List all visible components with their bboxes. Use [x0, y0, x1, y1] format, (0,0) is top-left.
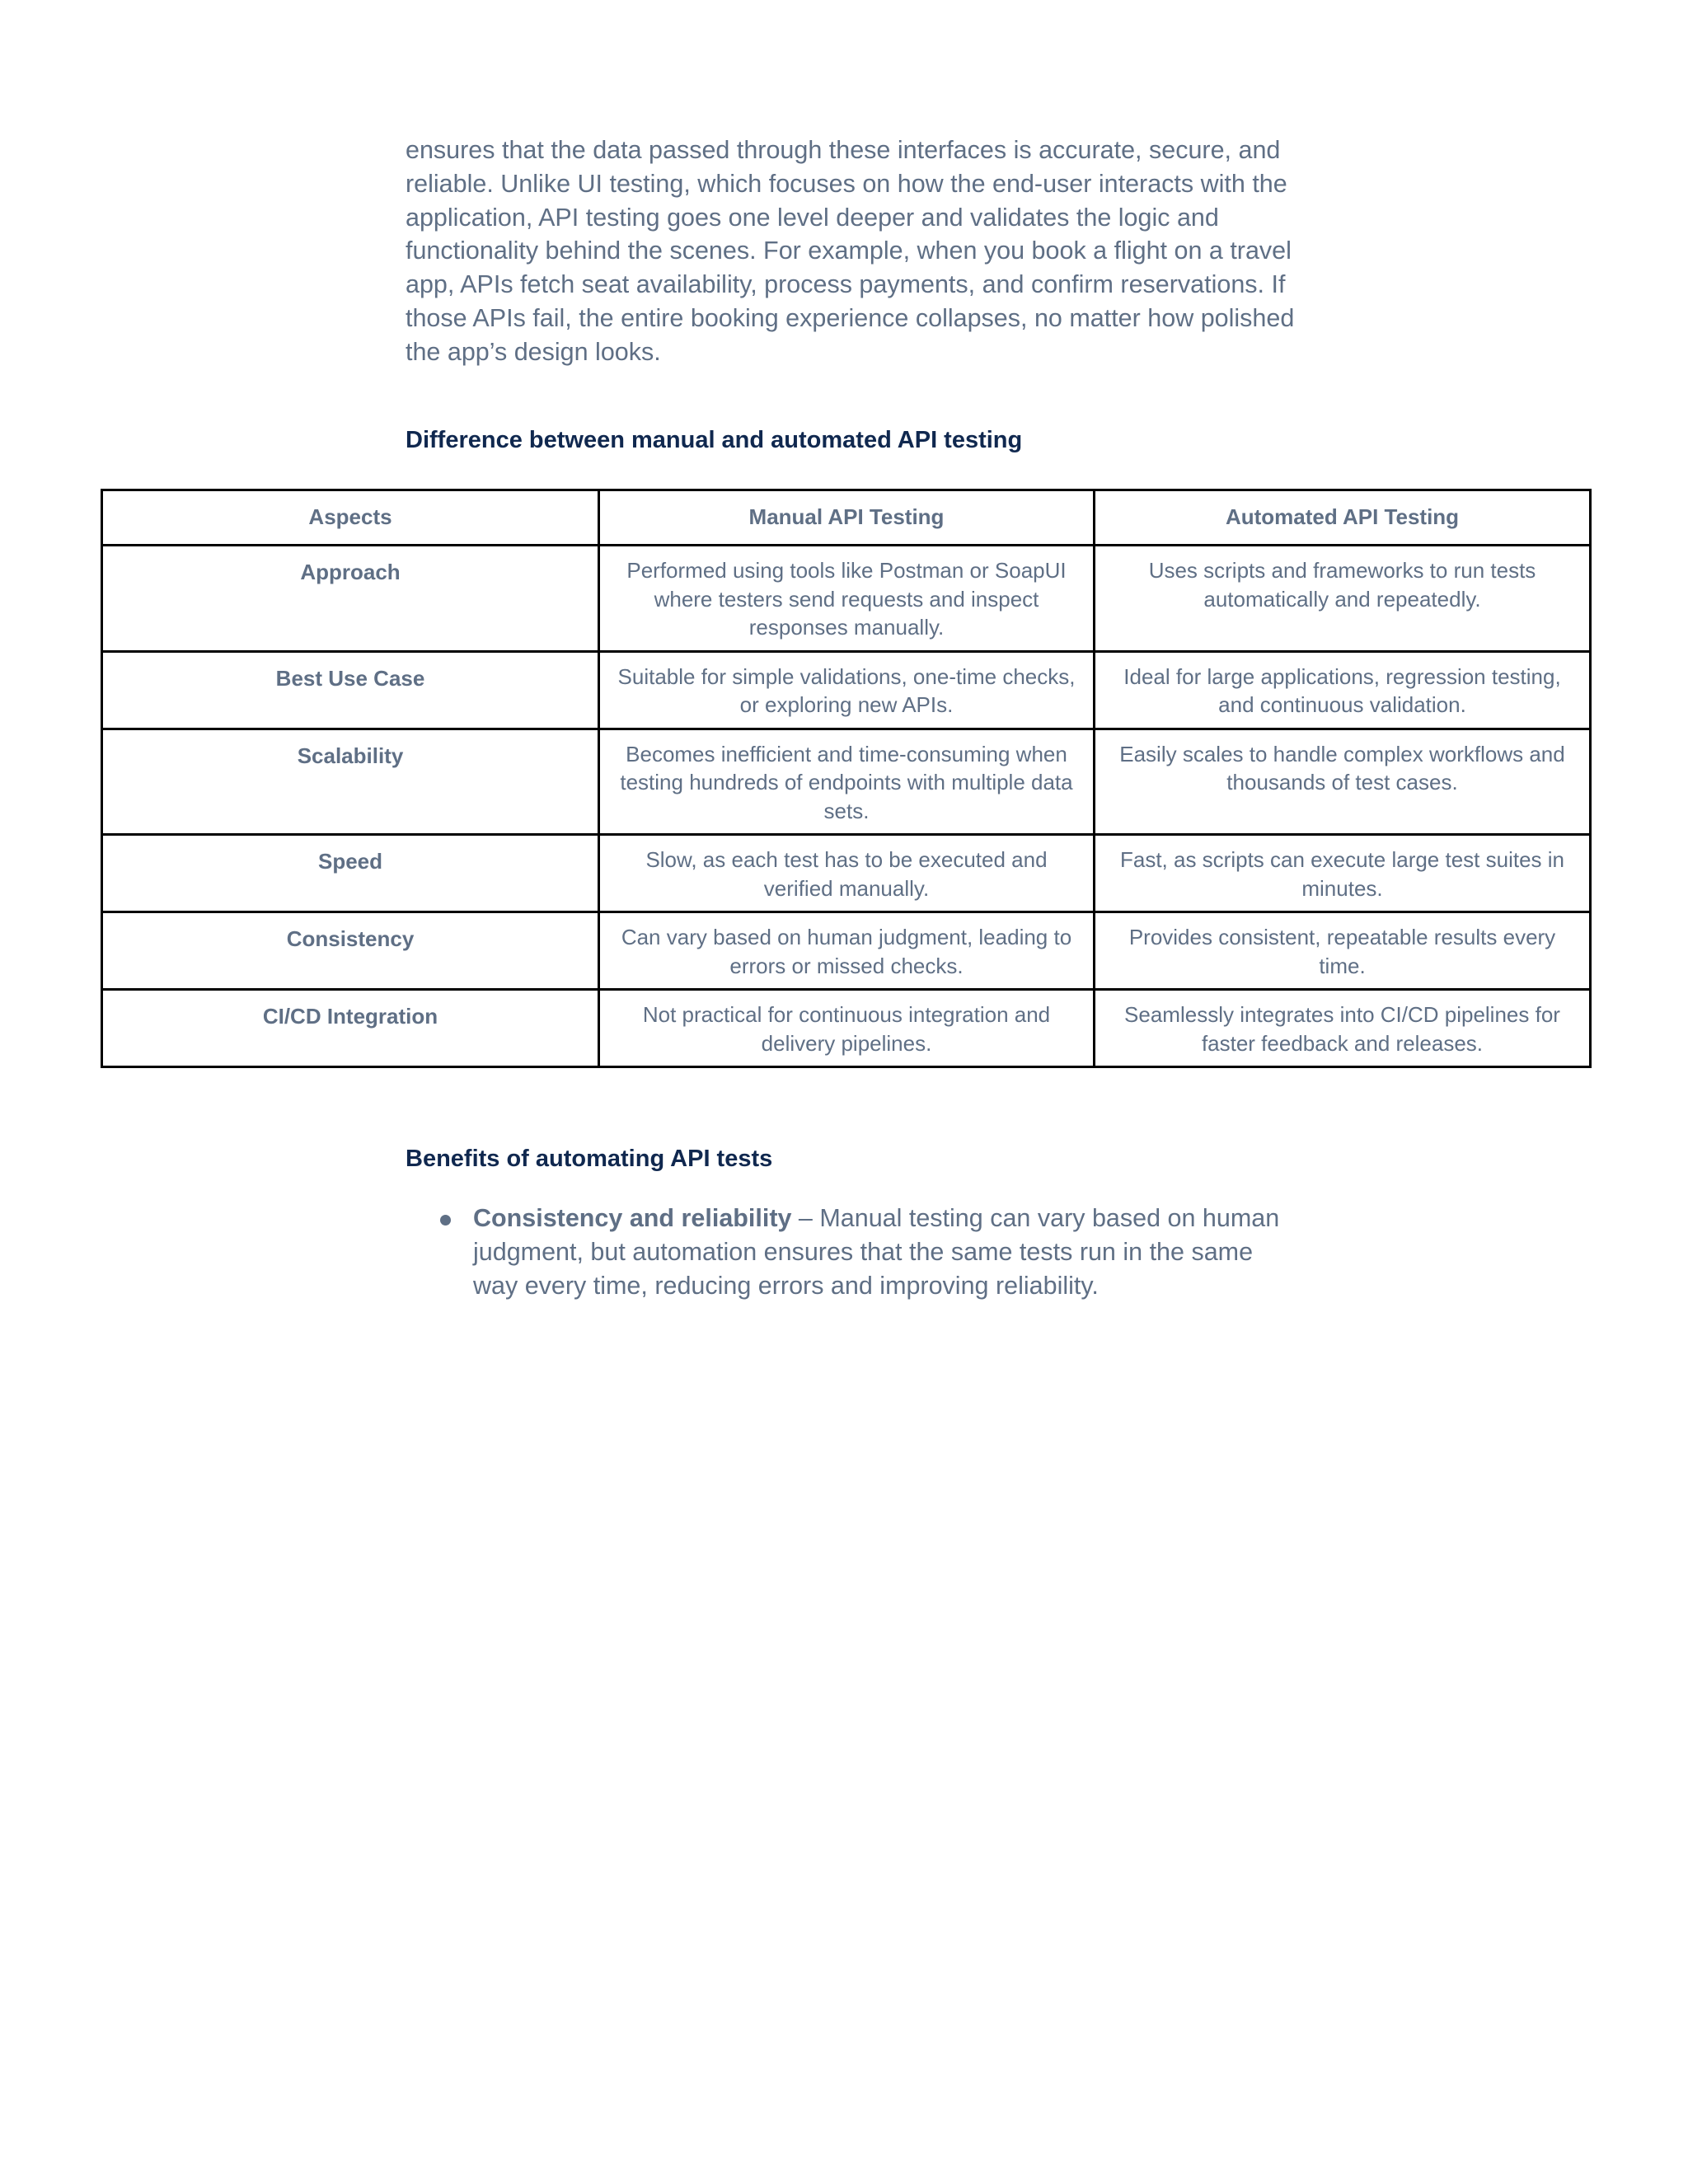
- automated-cell: Seamlessly integrates into CI/CD pipelines for faster feedback and releases.: [1095, 990, 1591, 1067]
- benefits-heading: Benefits of automating API tests: [406, 1146, 773, 1172]
- column-header-aspects: Aspects: [102, 490, 599, 546]
- automated-cell: Provides consistent, repeatable results every time.: [1095, 912, 1591, 990]
- aspect-cell: Scalability: [102, 729, 599, 835]
- table-row: [102, 729, 1591, 835]
- comparison-heading: Difference between manual and automated API testing: [406, 427, 1023, 453]
- table-row: [102, 912, 1591, 990]
- automated-cell: Fast, as scripts can execute large test suites in minutes.: [1095, 835, 1591, 912]
- comparison-table: [101, 489, 1592, 1068]
- list-item: [406, 1202, 1304, 1302]
- benefits-list: [406, 1202, 1304, 1302]
- aspect-cell: Speed: [102, 835, 599, 912]
- aspect-cell: Approach: [102, 546, 599, 652]
- aspect-cell: CI/CD Integration: [102, 990, 599, 1067]
- table-row: [102, 835, 1591, 912]
- aspect-cell: Consistency: [102, 912, 599, 990]
- manual-cell: Suitable for simple validations, one-time checks, or exploring new APIs.: [599, 651, 1095, 729]
- table-row: [102, 990, 1591, 1067]
- intro-paragraph: ensures that the data passed through these interfaces is accurate, secure, and reliable. Unlike UI testing, which focuses on how the end-user interacts with the application, API testing goes one level deeper and validates the logic and functionality behind the scenes. For example, when you book a flight on a travel app, APIs fetch seat availability, process payments, and confirm reservations. If those APIs fail, the entire booking experience collapses, no matter how polished the app’s design looks.: [406, 136, 1295, 366]
- column-header-manual: Manual API Testing: [599, 490, 1095, 546]
- manual-cell: Becomes inefficient and time-consuming when testing hundreds of endpoints with multiple data sets.: [599, 729, 1095, 835]
- aspect-cell: Best Use Case: [102, 651, 599, 729]
- automated-cell: Easily scales to handle complex workflows and thousands of test cases.: [1095, 729, 1591, 835]
- automated-cell: Ideal for large applications, regression testing, and continuous validation.: [1095, 651, 1591, 729]
- manual-cell: Slow, as each test has to be executed and verified manually.: [599, 835, 1095, 912]
- benefit-text: – Manual testing can vary based on human judgment, but automation ensures that the same tests run in the same way every time, reducing errors and improving reliability.: [473, 1204, 1280, 1300]
- automated-cell: Uses scripts and frameworks to run tests automatically and repeatedly.: [1095, 546, 1591, 652]
- manual-cell: Can vary based on human judgment, leading to errors or missed checks.: [599, 912, 1095, 990]
- benefit-title: Consistency and reliability: [473, 1204, 792, 1232]
- column-header-automated: Automated API Testing: [1095, 490, 1591, 546]
- table-header-row: [102, 490, 1591, 546]
- table-row: [102, 651, 1591, 729]
- manual-cell: Performed using tools like Postman or SoapUI where testers send requests and inspect responses manually.: [599, 546, 1095, 652]
- manual-cell: Not practical for continuous integration and delivery pipelines.: [599, 990, 1095, 1067]
- bullet-icon: [440, 1215, 451, 1226]
- table-row: [102, 546, 1591, 652]
